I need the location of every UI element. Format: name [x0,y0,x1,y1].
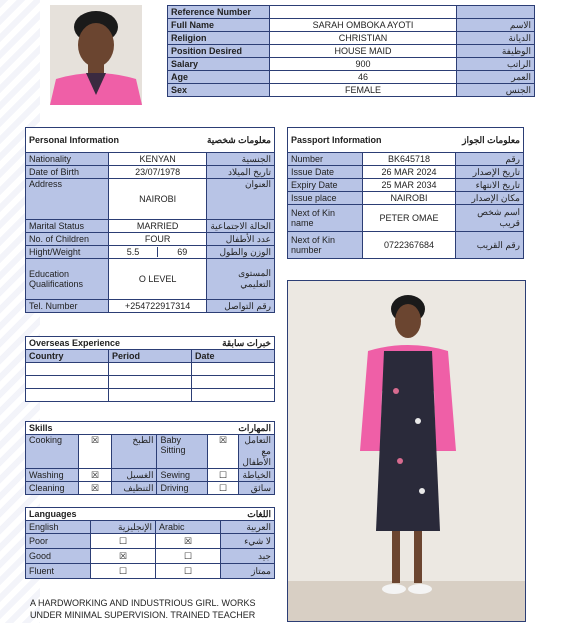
expiry-date-label: Expiry Date [288,179,363,192]
language-level: Good [26,549,91,564]
skill-checkbox[interactable]: ☒ [78,482,111,495]
skill-label-ar: التعامل مع الأطفال [239,435,275,469]
kin-number-value: 0722367684 [363,232,456,259]
header-value: HOUSE MAID [270,45,457,58]
header-label: Age [168,71,270,84]
issue-date-value: 26 MAR 2024 [363,166,456,179]
header-value: FEMALE [270,84,457,97]
overseas-title: Overseas Experience [29,337,121,348]
header-label: Religion [168,32,270,45]
passport-info-title-ar: معلومات الجواز [462,134,520,145]
header-label-ar: الراتب [457,58,535,71]
skill-label: Cooking [26,435,79,469]
english-checkbox[interactable]: ☐ [91,564,156,579]
header-row [168,84,535,97]
header-label: Position Desired [168,45,270,58]
skill-label-ar: الغسيل [112,469,157,482]
kin-number-label: Next of Kin number [288,232,363,259]
language-level: Fluent [26,564,91,579]
kin-name-value: PETER OMAE [363,205,456,232]
kin-name-label: Next of Kin name [288,205,363,232]
passport-info-table [287,127,524,259]
passport-number-label: Number [288,153,363,166]
skill-label: Driving [157,482,207,495]
dob-label-ar: تاريخ الميلاد [207,166,275,179]
english-checkbox[interactable]: ☒ [91,549,156,564]
language-row [26,534,275,549]
marital-label-ar: الحالة الاجتماعية [207,220,275,233]
height-weight-label: Hight/Weight [26,246,109,259]
header-label: Reference Number [168,6,270,19]
tel-value: +254722917314 [108,300,207,313]
passport-number-label-ar: رقم [456,153,524,166]
language-level-ar: ممتاز [221,564,275,579]
language-level-ar: جيد [221,549,275,564]
skill-label-ar: الطبخ [112,435,157,469]
header-value: CHRISTIAN [270,32,457,45]
address-label: Address [26,179,109,220]
dob-label: Date of Birth [26,166,109,179]
lang-arabic-label: Arabic [156,521,221,534]
overseas-table [25,336,275,402]
lang-english-label: English [26,521,91,534]
header-row [168,45,535,58]
header-table [167,5,535,97]
header-row [168,58,535,71]
arabic-checkbox[interactable]: ☐ [156,564,221,579]
address-label-ar: العنوان [207,179,275,220]
arabic-checkbox[interactable]: ☒ [156,534,221,549]
personal-info-table [25,127,275,313]
header-label: Full Name [168,19,270,32]
children-value: FOUR [108,233,207,246]
skill-label: Cleaning [26,482,79,495]
skill-row [26,482,275,495]
skills-table [25,421,275,495]
skill-label: Washing [26,469,79,482]
skills-title: Skills [29,422,53,433]
header-row [168,71,535,84]
languages-title: Languages [29,508,77,519]
header-value [270,6,457,19]
nationality-label-ar: الجنسية [207,153,275,166]
nationality-label: Nationality [26,153,109,166]
lang-arabic-label-ar: العربية [221,521,275,534]
header-row [168,6,535,19]
issue-place-label-ar: مكان الإصدار [456,192,524,205]
skill-row [26,435,275,469]
header-value: SARAH OMBOKA AYOTI [270,19,457,32]
nationality-value: KENYAN [108,153,207,166]
headshot-photo [50,5,142,105]
marital-label: Marital Status [26,220,109,233]
issue-date-label: Issue Date [288,166,363,179]
height-value: 5.5 [109,247,158,257]
skill-label: Baby Sitting [157,435,207,469]
header-label-ar: العمر [457,71,535,84]
skill-checkbox[interactable]: ☐ [207,469,239,482]
summary-text: A HARDWORKING AND INDUSTRIOUS GIRL. WORKS UNDER MINIMAL SUPERVISION. TRAINED TEACHER [30,598,256,620]
skill-row [26,469,275,482]
children-label: No. of Children [26,233,109,246]
issue-date-label-ar: تاريخ الإصدار [456,166,524,179]
languages-table [25,507,275,579]
dob-value: 23/07/1978 [108,166,207,179]
header-value: 900 [270,58,457,71]
header-label: Salary [168,58,270,71]
issue-place-label: Issue place [288,192,363,205]
header-row [168,32,535,45]
full-body-photo [287,280,526,622]
skills-title-ar: المهارات [238,422,271,433]
height-weight-label-ar: الوزن والطول [207,246,275,259]
marital-value: MARRIED [108,220,207,233]
expiry-date-value: 25 MAR 2034 [363,179,456,192]
weight-value: 69 [177,247,188,257]
skill-label-ar: الخياطة [239,469,275,482]
skill-checkbox[interactable]: ☐ [207,482,239,495]
skill-checkbox[interactable]: ☒ [207,435,239,469]
language-row [26,549,275,564]
passport-number-value: BK645718 [363,153,456,166]
personal-info-title-ar: معلومات شخصية [206,134,271,145]
overseas-col-date: Date [192,350,275,363]
header-label-ar: الجنس [457,84,535,97]
header-label-ar: الديانة [457,32,535,45]
address-value: NAIROBI [108,179,207,220]
arabic-checkbox[interactable]: ☐ [156,549,221,564]
header-label-ar: الاسم [457,19,535,32]
overseas-col-period: Period [109,350,192,363]
children-label-ar: عدد الأطفال [207,233,275,246]
overseas-col-country: Country [26,350,109,363]
education-label-ar: المستوى التعليمي [207,259,275,300]
issue-place-value: NAIROBI [363,192,456,205]
skill-label: Sewing [157,469,207,482]
language-level: Poor [26,534,91,549]
header-row [168,19,535,32]
languages-title-ar: اللغات [247,508,271,519]
skill-label-ar: سائق [239,482,275,495]
header-value: 46 [270,71,457,84]
kin-name-label-ar: اسم شخص قريب [456,205,524,232]
overseas-title-ar: خبرات سابقة [222,337,271,348]
skill-label-ar: التنظيف [112,482,157,495]
english-checkbox[interactable]: ☐ [91,534,156,549]
language-level-ar: لا شيء [221,534,275,549]
tel-label: Tel. Number [26,300,109,313]
expiry-date-label-ar: تاريخ الانتهاء [456,179,524,192]
personal-info-title: Personal Information [29,134,120,145]
passport-info-title: Passport Information [291,134,382,145]
skill-checkbox[interactable]: ☒ [78,435,111,469]
header-label-ar [457,6,535,19]
skill-checkbox[interactable]: ☒ [78,469,111,482]
lang-english-label-ar: الإنجليزية [91,521,156,534]
kin-number-label-ar: رقم القريب [456,232,524,259]
education-label: Education Qualifications [26,259,109,300]
header-label-ar: الوظيفة [457,45,535,58]
tel-label-ar: رقم التواصل [207,300,275,313]
header-label: Sex [168,84,270,97]
education-value: O LEVEL [108,259,207,300]
language-row [26,564,275,579]
